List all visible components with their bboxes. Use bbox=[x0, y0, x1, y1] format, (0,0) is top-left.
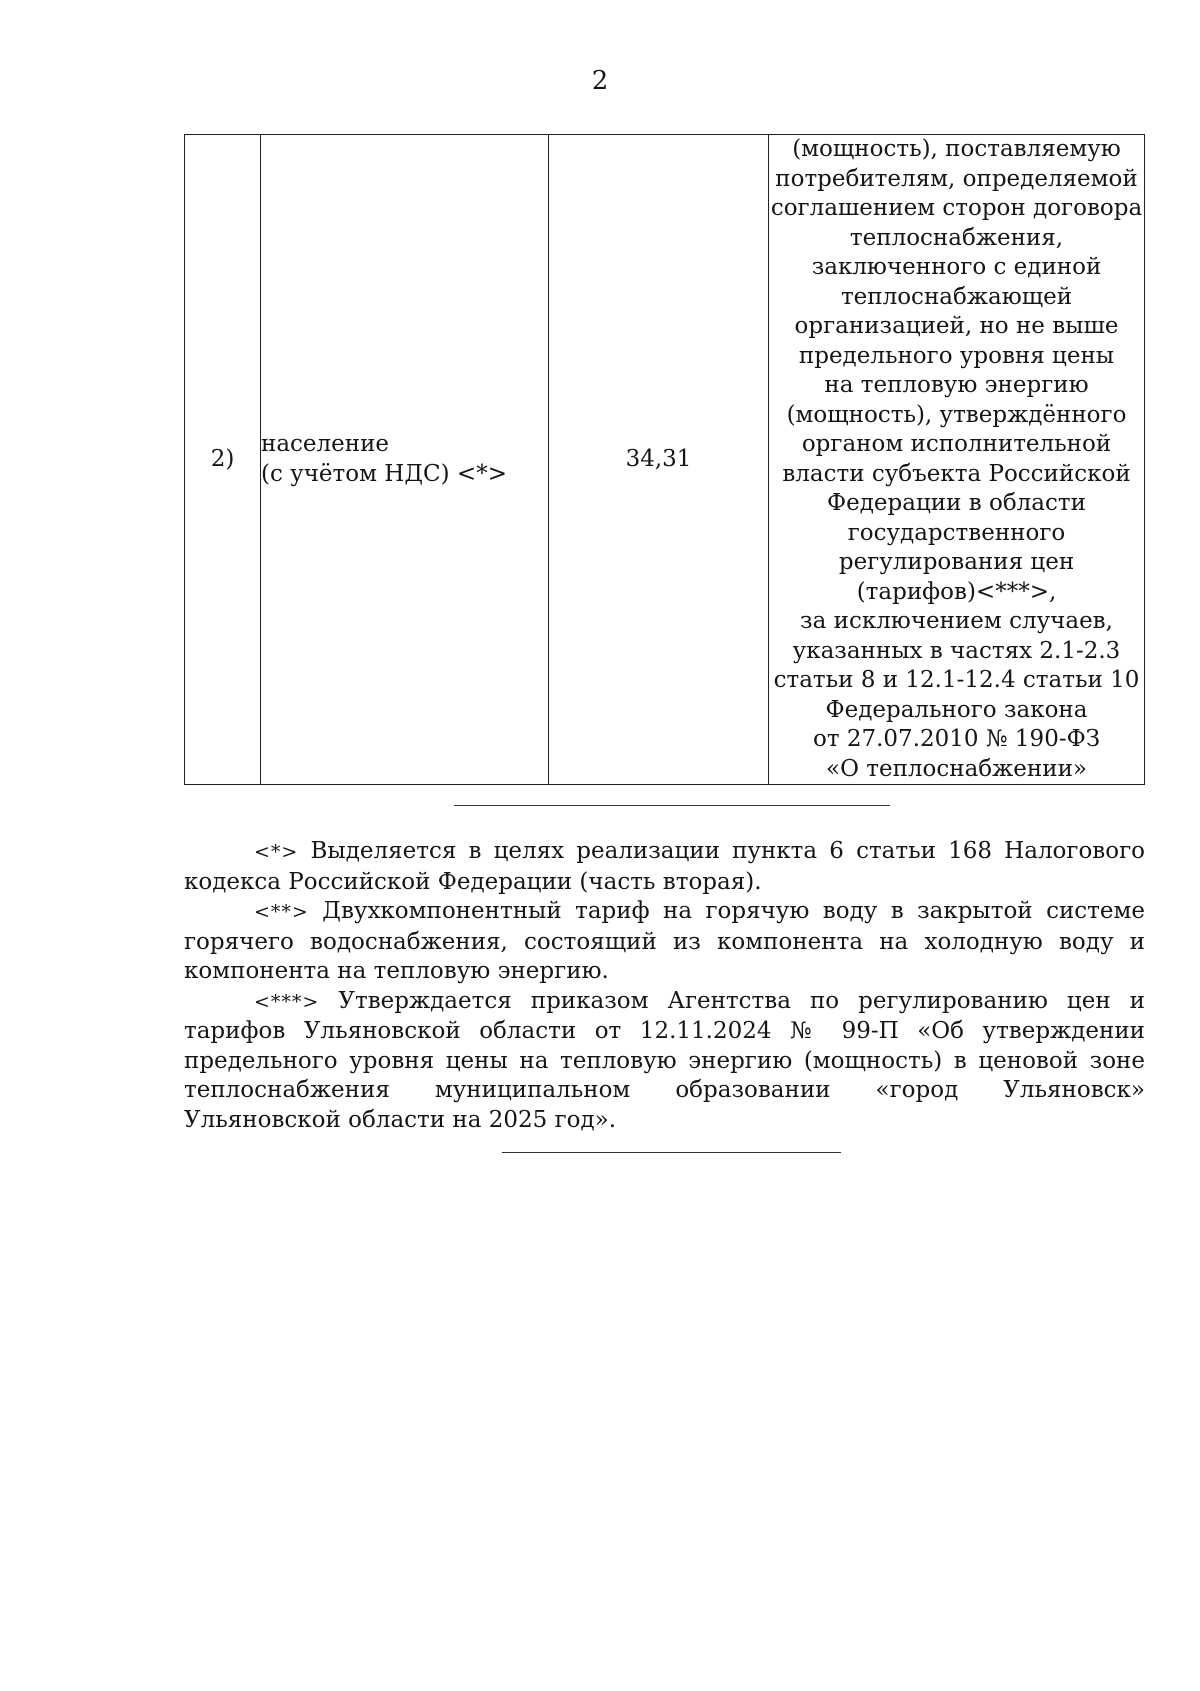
tariff-note-cell bbox=[769, 135, 1145, 785]
footnote-two-component-tariff bbox=[184, 897, 1145, 987]
note-line: за исключением случаев, bbox=[800, 608, 1113, 634]
consumer-category-cell bbox=[261, 135, 549, 785]
footnote-marker: <*> bbox=[254, 841, 299, 863]
footnote-text: Двухкомпонентный тариф на горячую воду в закрытой системе горячего водоснабжения, состоящий из компонента на холодную воду и компонента на тепловую энергию. bbox=[184, 898, 1145, 984]
note-line: (мощность), утверждённого bbox=[786, 401, 1127, 428]
footnotes bbox=[184, 837, 1145, 1135]
note-line: Федерального закона bbox=[825, 696, 1088, 723]
note-line: потребителям, определяемой bbox=[775, 165, 1138, 192]
note-line: (мощность), поставляемую bbox=[792, 136, 1121, 162]
table-row bbox=[185, 135, 1145, 785]
note-line: органом исполнительной bbox=[801, 431, 1112, 457]
separator-line bbox=[454, 805, 890, 806]
footnote-text: Утверждается приказом Агентства по регулированию цен и тарифов Ульяновской области от 12.11.2024 № 99-П «Об утверждении предельного уровня цены на тепловую энергию (мощность) в ценовой зоне теплоснабжения муниципальном образовании «город Ульяновск» Ульяновской области на 2025 год». bbox=[184, 987, 1145, 1133]
footnote-marker: <***> bbox=[254, 990, 320, 1013]
note-line: (тарифов)<***>, bbox=[856, 578, 1057, 605]
tariff-value-cell bbox=[549, 135, 769, 785]
note-line: теплоснабжающей bbox=[840, 283, 1073, 310]
note-line: заключенного с единой bbox=[811, 254, 1102, 280]
separator-line-bottom bbox=[502, 1152, 841, 1153]
note-line: статьи 8 и 12.1-12.4 статьи 10 bbox=[773, 667, 1140, 693]
row-number: 2) bbox=[210, 445, 235, 472]
note-line: власти субъекта Российской bbox=[782, 460, 1131, 487]
note-line: на тепловую энергию bbox=[824, 372, 1089, 398]
note-line: предельного уровня цены bbox=[798, 342, 1115, 369]
footnote-vat bbox=[184, 837, 1145, 897]
note-line: государственного bbox=[847, 519, 1066, 546]
footnote-order-reference bbox=[184, 987, 1145, 1136]
note-line: организацией, но не выше bbox=[794, 313, 1119, 339]
note-line: «О теплоснабжении» bbox=[826, 755, 1087, 782]
note-line: Федерации в области bbox=[827, 490, 1086, 516]
tariff-table bbox=[184, 134, 1145, 785]
footnote-marker: <**> bbox=[254, 901, 309, 923]
page-number: 2 bbox=[591, 66, 609, 96]
note-line: указанных в частях 2.1-2.3 bbox=[792, 637, 1121, 664]
tariff-value: 34,31 bbox=[625, 445, 692, 472]
note-line: регулирования цен bbox=[838, 549, 1075, 575]
note-line: соглашением сторон договора bbox=[770, 195, 1143, 221]
consumer-category: население bbox=[261, 431, 390, 457]
footnote-text: Выделяется в целях реализации пункта 6 статьи 168 Налогового кодекса Российской Федерации (часть вторая). bbox=[184, 838, 1145, 895]
row-number-cell bbox=[185, 135, 261, 785]
note-line: от 27.07.2010 № 190-ФЗ bbox=[812, 726, 1101, 752]
note-line: теплоснабжения, bbox=[849, 224, 1064, 251]
consumer-vat-note: (с учётом НДС) <*> bbox=[261, 460, 507, 487]
